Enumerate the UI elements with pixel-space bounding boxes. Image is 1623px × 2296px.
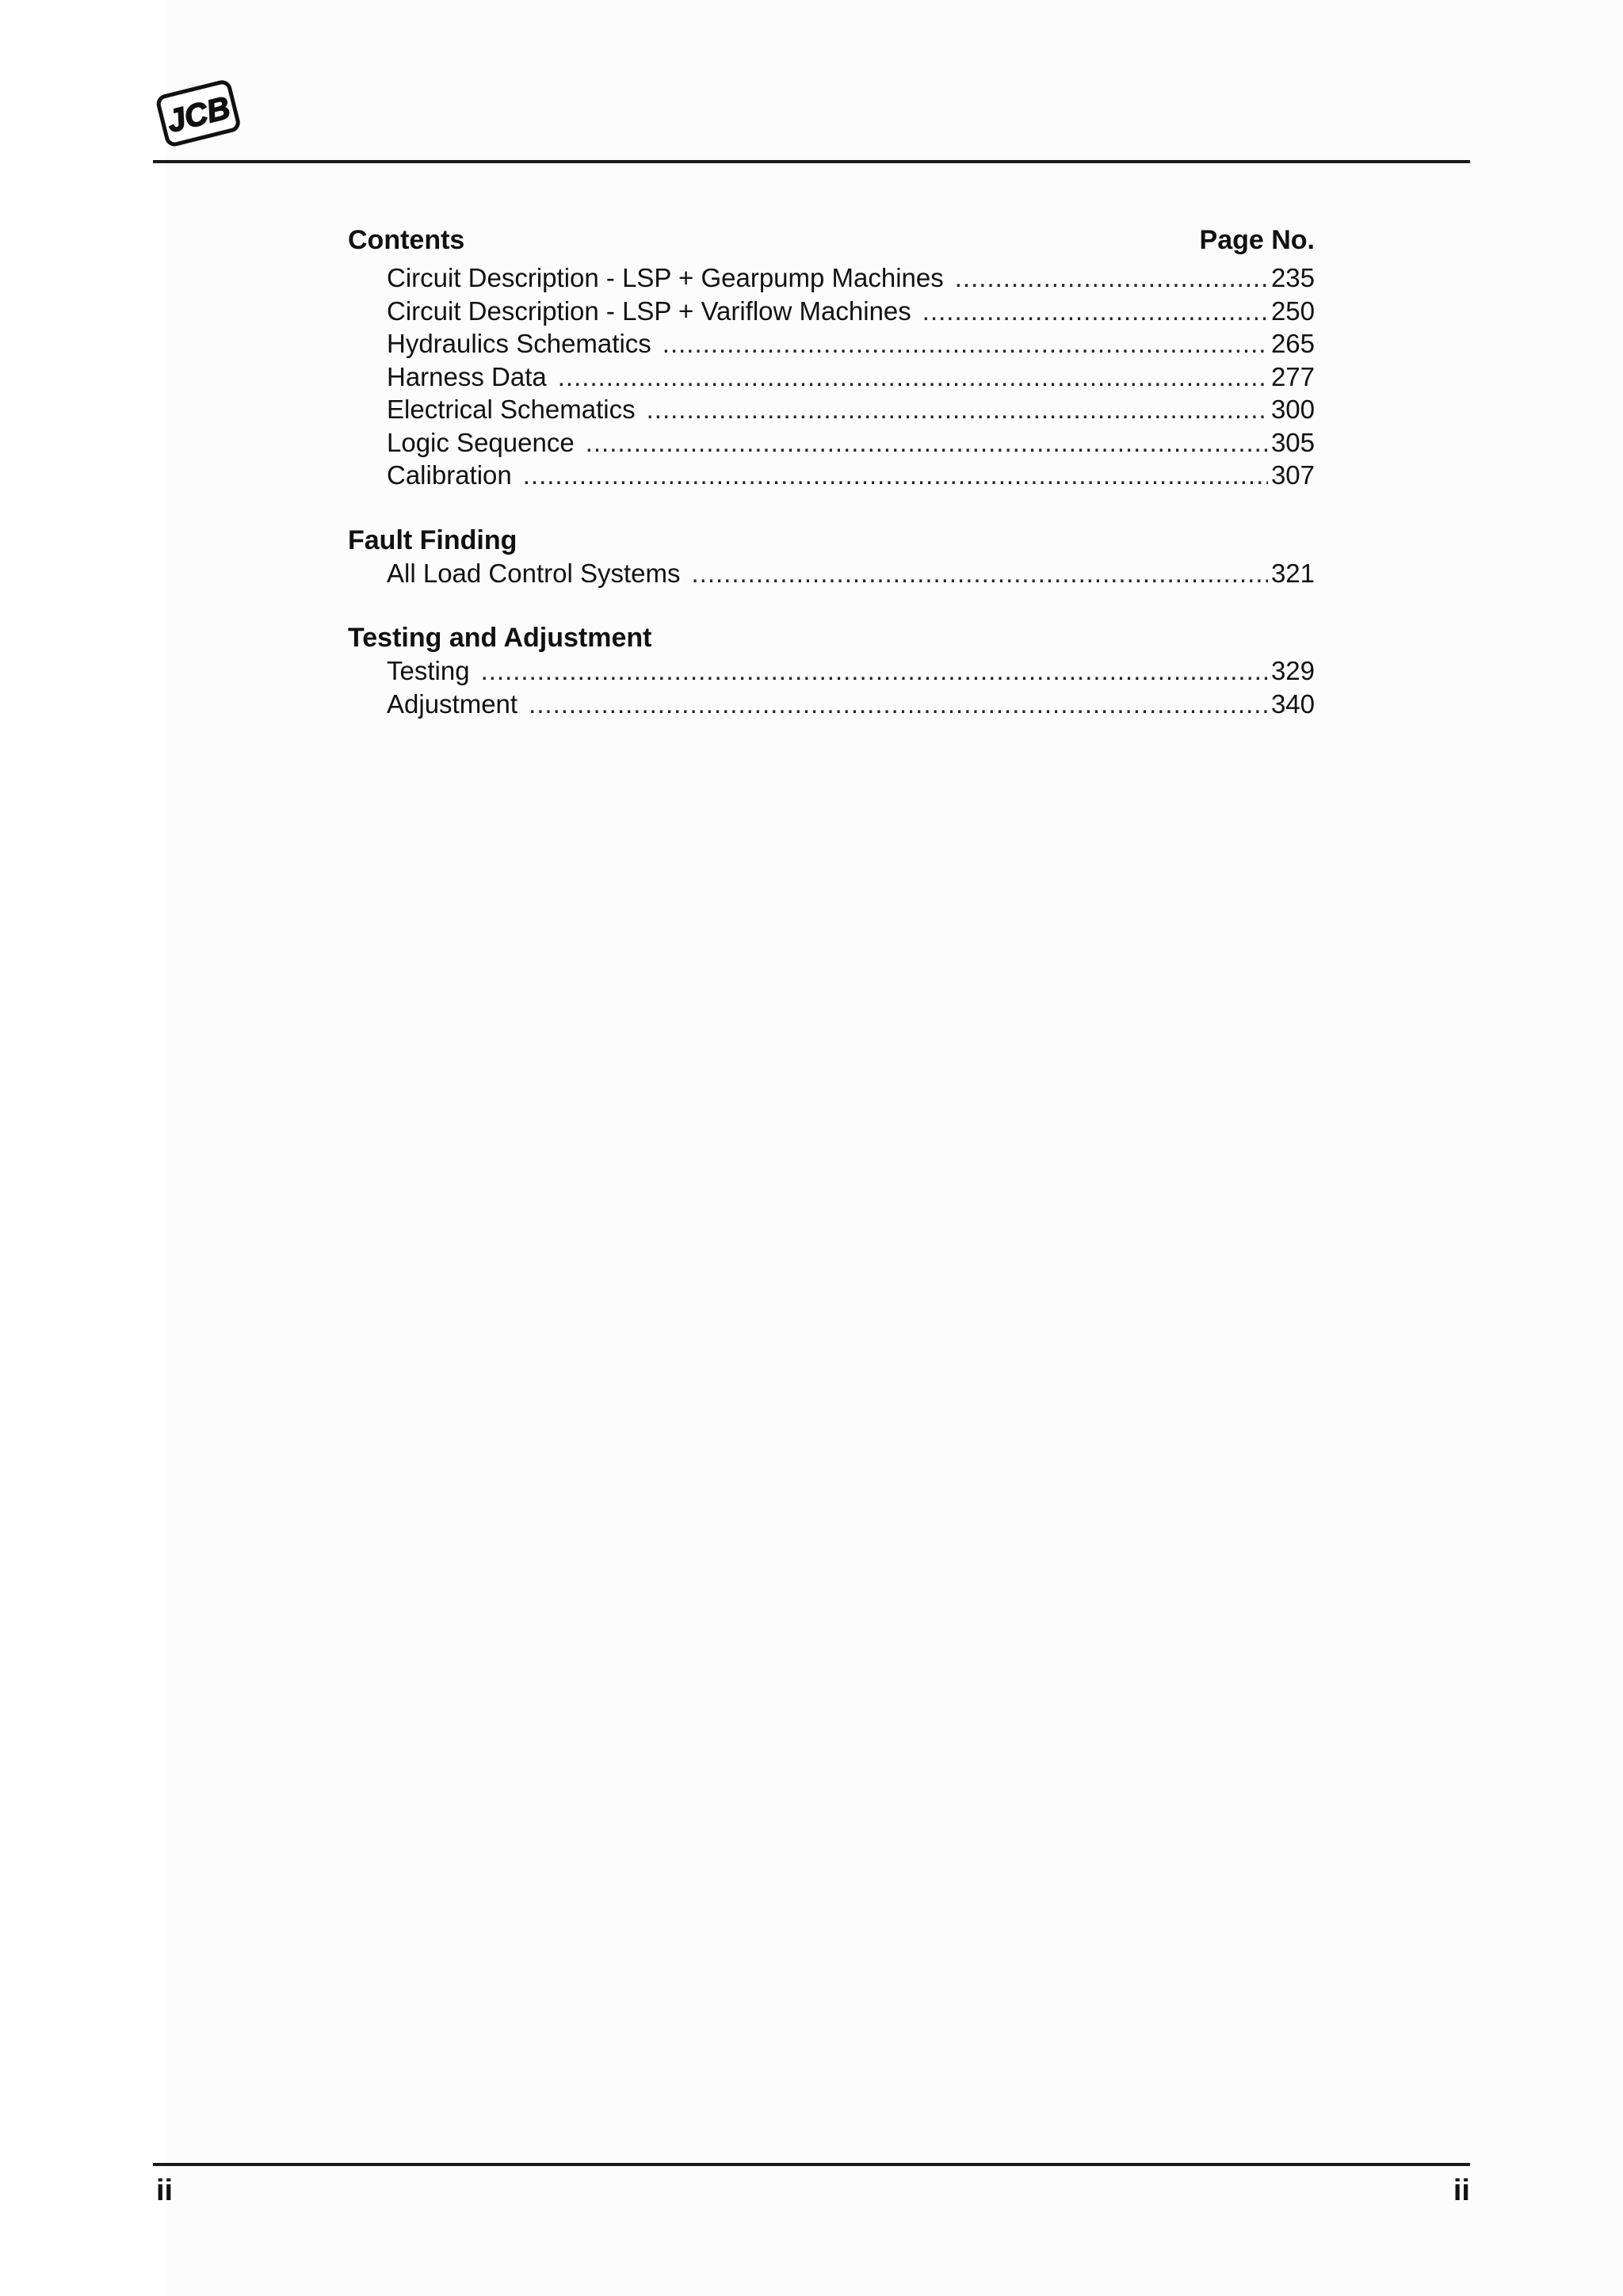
dot-leader (586, 426, 1268, 460)
toc-entry-label: Calibration (387, 460, 512, 490)
jcb-logo (154, 76, 242, 149)
footer-rule (153, 2163, 1470, 2166)
section-title: Testing and Adjustment (348, 623, 652, 653)
dot-leader (481, 654, 1268, 688)
toc-entry-page: 300 (1270, 395, 1315, 424)
toc-header (348, 223, 1315, 257)
toc-entry[interactable] (348, 557, 1315, 590)
toc-entry-label: Circuit Description - LSP + Gearpump Machines (387, 263, 944, 292)
toc-entry-page: 329 (1270, 656, 1315, 685)
toc-entry-label: Harness Data (387, 361, 547, 391)
footer-page-number-right: ii (1453, 2174, 1470, 2207)
dot-leader (523, 459, 1268, 492)
toc-entry-page: 305 (1270, 427, 1315, 457)
toc-section-fault-finding (348, 524, 1315, 590)
toc-entry-page: 307 (1270, 460, 1315, 490)
footer-page-number-left: ii (156, 2174, 174, 2207)
svg-text:JCB: JCB (163, 90, 234, 139)
toc-entry[interactable] (348, 393, 1315, 426)
toc-entry-label: Adjustment (387, 688, 518, 719)
toc-section-general (348, 261, 1315, 492)
toc-section-testing-adjustment (348, 621, 1315, 720)
toc-entry[interactable] (348, 459, 1315, 492)
toc-entry[interactable] (348, 654, 1315, 688)
header-rule (153, 160, 1470, 163)
dot-leader (558, 360, 1268, 394)
page-no-heading: Page No. (1199, 225, 1315, 255)
toc-entry-page: 340 (1270, 688, 1315, 719)
toc-entry-page: 250 (1270, 296, 1315, 326)
toc-entry-page: 277 (1270, 361, 1315, 391)
toc-entry-label: Hydraulics Schematics (387, 329, 651, 358)
contents-heading: Contents (348, 225, 465, 255)
dot-leader (955, 261, 1268, 295)
toc-entry[interactable] (348, 327, 1315, 360)
toc-entry-label: Logic Sequence (387, 427, 575, 457)
dot-leader (692, 557, 1268, 590)
toc-entry[interactable] (348, 426, 1315, 460)
section-title: Fault Finding (348, 524, 517, 555)
dot-leader (647, 393, 1268, 426)
toc-entry-label: Electrical Schematics (387, 395, 636, 424)
toc-entry-label: All Load Control Systems (387, 558, 681, 588)
toc-entry[interactable] (348, 360, 1315, 394)
toc-entry-page: 265 (1270, 329, 1315, 358)
toc-entry-page: 321 (1270, 558, 1315, 588)
toc-entry[interactable] (348, 295, 1315, 328)
table-of-contents (348, 223, 1315, 720)
dot-leader (529, 688, 1268, 721)
toc-entry-page: 235 (1270, 263, 1315, 292)
toc-entry[interactable] (348, 688, 1315, 721)
dot-leader (922, 295, 1268, 328)
toc-entry-label: Circuit Description - LSP + Variflow Machines (387, 296, 911, 326)
toc-entry-label: Testing (387, 656, 470, 685)
toc-entry[interactable] (348, 261, 1315, 295)
dot-leader (663, 327, 1268, 360)
